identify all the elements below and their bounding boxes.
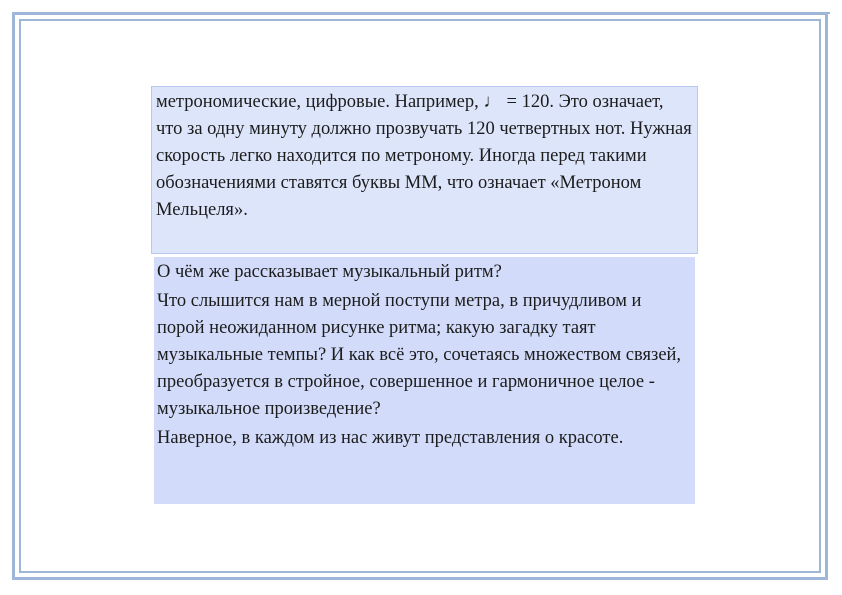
- beauty-paragraph: Наверное, в каждом из нас живут представления о красоте.: [157, 428, 624, 448]
- metronome-paragraph: метрономические, цифровые. Например, ♩ = 120. Это означает, что за одну минуту должно прозвучать 120 четвертных нот. Нужная скорость легко находится по метроному. Иногда перед такими обозначениями ставятся буквы ММ, что означает «Метроном Мельцеля».: [156, 92, 692, 220]
- frame-corner-mark: [820, 12, 830, 14]
- text-block-rhythm: [154, 257, 695, 504]
- text-block-metronome: [151, 86, 698, 254]
- rhythm-description-paragraph: Что слышится нам в мерной поступи метра, в причудливом и порой неожиданном рисунке ритма; какую загадку таят музыкальные темпы? И как всё это, сочетаясь множеством связей, преобразуется в стройное, совершенное и гармоничное целое - музыкальное произведение?: [157, 291, 682, 419]
- rhythm-question-paragraph: О чём же рассказывает музыкальный ритм?: [157, 262, 502, 282]
